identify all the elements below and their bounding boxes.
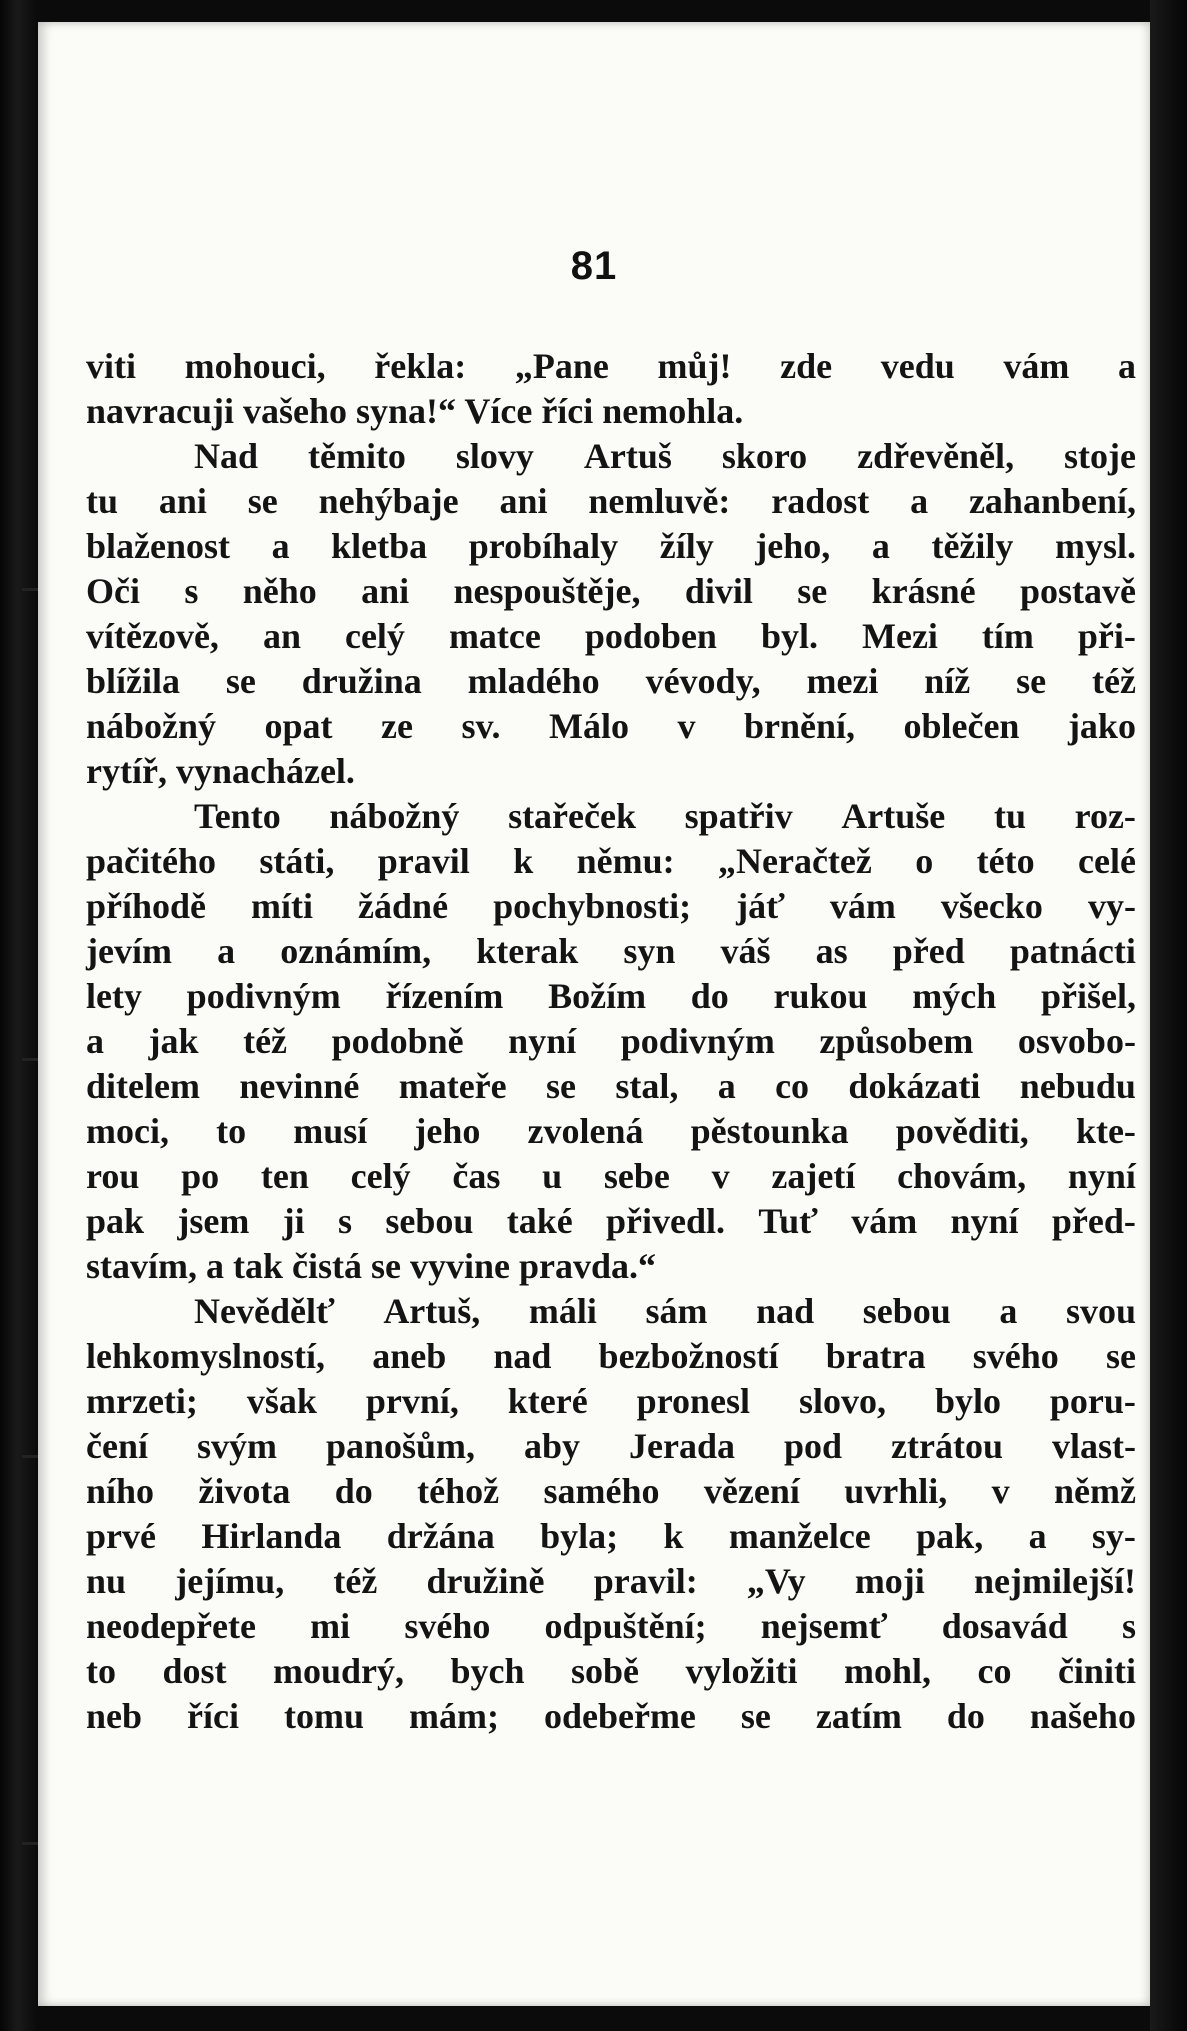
- text-line: stavím, a tak čistá se vyvine pravda.“: [86, 1246, 656, 1286]
- body-text: [86, 344, 1136, 1739]
- text-line: neodepřete mi svého odpuštění; nejsemť dosavád s: [86, 1606, 1136, 1646]
- text-line: vítězově, an celý matce podoben byl. Mezi tím při-: [86, 616, 1136, 656]
- text-line: pak jsem ji s sebou také přivedl. Tuť vám nyní před-: [86, 1201, 1136, 1241]
- text-line: neb říci tomu mám; odebeřme se zatím do našeho: [86, 1696, 1136, 1736]
- book-edge: [1150, 0, 1187, 2031]
- text-line: to dost moudrý, bych sobě vyložiti mohl, co činiti: [86, 1651, 1136, 1691]
- text-line: čení svým panošům, aby Jerada pod ztrátou vlast-: [86, 1426, 1136, 1466]
- text-line: rou po ten celý čas u sebe v zajetí chovám, nyní: [86, 1156, 1136, 1196]
- text-line: rytíř, vynacházel.: [86, 751, 355, 791]
- text-line: příhodě míti žádné pochybnosti; jáť vám všecko vy-: [86, 886, 1136, 926]
- text-line: Tento nábožný stařeček spatřiv Artuše tu roz-: [194, 796, 1136, 836]
- text-line: Nevědělť Artuš, máli sám nad sebou a svou: [194, 1291, 1136, 1331]
- text-line: jevím a oznámím, kterak syn váš as před patnácti: [86, 931, 1136, 971]
- book-gutter: [0, 0, 38, 2031]
- text-line: ního života do téhož samého vězení uvrhli, v němž: [86, 1471, 1136, 1511]
- paper-page: [38, 22, 1150, 2006]
- text-line: blaženost a kletba probíhaly žíly jeho, a těžily mysl.: [86, 526, 1136, 566]
- page-number: 81: [570, 244, 618, 288]
- text-line: viti mohouci, řekla: „Pane můj! zde vedu vám a: [86, 346, 1136, 386]
- text-line: blížila se družina mladého vévody, mezi níž se též: [86, 661, 1136, 701]
- text-line: Nad těmito slovy Artuš skoro zdřevěněl, stoje: [194, 436, 1136, 476]
- text-line: nu jejímu, též družině pravil: „Vy moji nejmilejší!: [86, 1561, 1136, 1601]
- text-line: ditelem nevinné mateře se stal, a co dokázati nebudu: [86, 1066, 1136, 1106]
- text-line: lety podivným řízením Božím do rukou mých přišel,: [86, 976, 1136, 1016]
- text-line: prvé Hirlanda držána byla; k manželce pak, a sy-: [86, 1516, 1136, 1556]
- text-line: a jak též podobně nyní podivným způsobem osvobo-: [86, 1021, 1136, 1061]
- text-line: pačitého státi, pravil k němu: „Neračtež o této celé: [86, 841, 1136, 881]
- text-line: lehkomyslností, aneb nad bezbožností bratra svého se: [86, 1336, 1136, 1376]
- text-line: nábožný opat ze sv. Málo v brnění, oblečen jako: [86, 706, 1136, 746]
- text-line: tu ani se nehýbaje ani nemluvě: radost a zahanbení,: [86, 481, 1136, 521]
- text-line: mrzeti; však první, které pronesl slovo, bylo poru-: [86, 1381, 1136, 1421]
- text-line: Oči s něho ani nespouštěje, divil se krásné postavě: [86, 571, 1136, 611]
- text-line: navracuji vašeho syna!“ Více říci nemohla.: [86, 391, 744, 431]
- text-line: moci, to musí jeho zvolená pěstounka pověditi, kte-: [86, 1111, 1136, 1151]
